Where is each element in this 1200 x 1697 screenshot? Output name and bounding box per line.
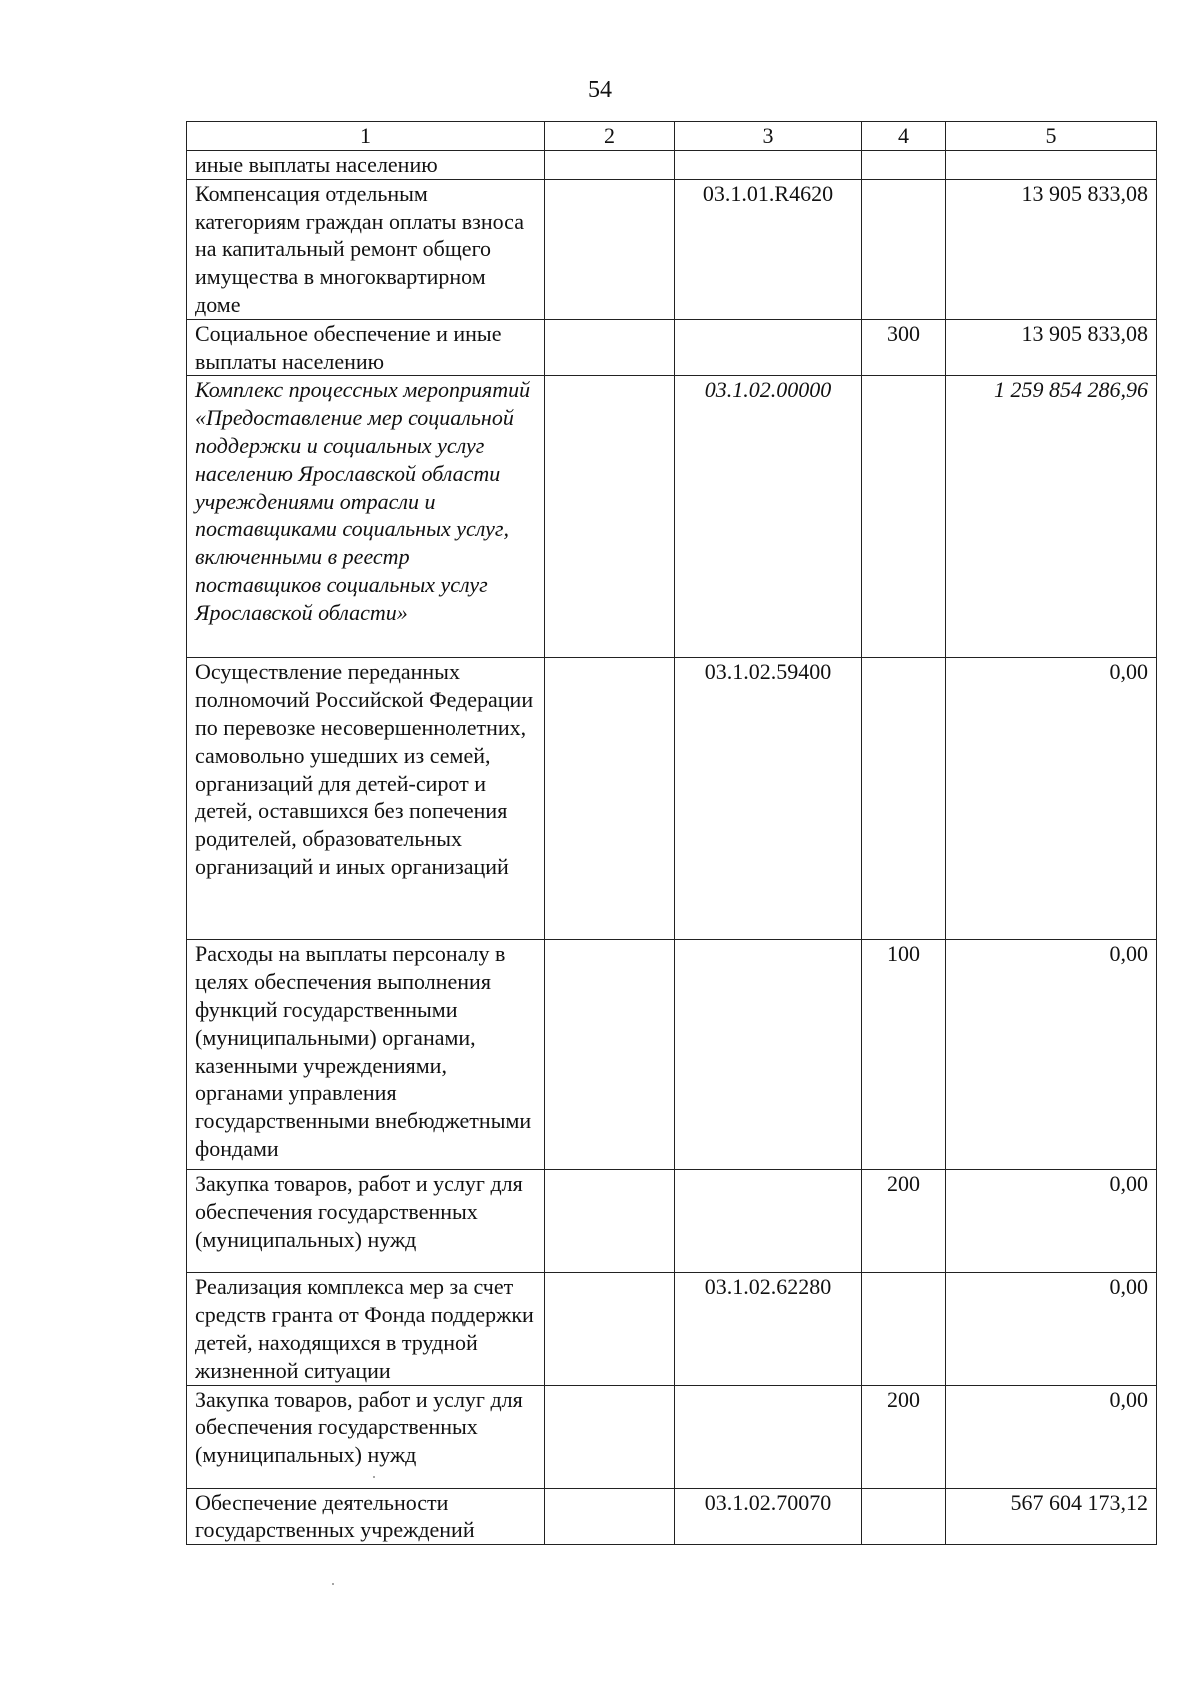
row-code-cell xyxy=(675,940,862,1170)
row-type-cell xyxy=(862,151,946,180)
row-type-cell: 200 xyxy=(862,1385,946,1488)
row-col2-cell xyxy=(545,1170,675,1273)
row-name-cell: Компенсация отдельным категориям граждан оплаты взноса на капитальный ремонт общего имущества в многоквартирном доме xyxy=(187,179,545,319)
table-row xyxy=(187,319,1157,376)
row-type-cell xyxy=(862,376,946,658)
column-header-2: 2 xyxy=(545,122,675,151)
row-type-cell xyxy=(862,1273,946,1385)
budget-table xyxy=(186,121,1157,1545)
row-type-cell xyxy=(862,658,946,940)
table-row xyxy=(187,376,1157,658)
row-name-cell: иные выплаты населению xyxy=(187,151,545,180)
table-row xyxy=(187,179,1157,319)
row-code-cell: 03.1.01.R4620 xyxy=(675,179,862,319)
row-name-cell: Закупка товаров, работ и услуг для обеспечения государственных (муниципальных) нужд xyxy=(187,1170,545,1273)
row-col2-cell xyxy=(545,658,675,940)
row-code-cell xyxy=(675,319,862,376)
row-code-cell: 03.1.02.70070 xyxy=(675,1488,862,1545)
row-col2-cell xyxy=(545,1488,675,1545)
table-row xyxy=(187,1488,1157,1545)
row-amount-cell: 13 905 833,08 xyxy=(946,319,1157,376)
row-type-cell: 200 xyxy=(862,1170,946,1273)
row-col2-cell xyxy=(545,1273,675,1385)
table-row xyxy=(187,1385,1157,1488)
row-col2-cell xyxy=(545,1385,675,1488)
row-amount-cell: 0,00 xyxy=(946,1170,1157,1273)
row-name-cell: Закупка товаров, работ и услуг для обеспечения государственных (муниципальных) нужд xyxy=(187,1385,545,1488)
row-name-cell: Реализация комплекса мер за счет средств гранта от Фонда поддержки детей, находящихся в трудной жизненной ситуации xyxy=(187,1273,545,1385)
column-header-5: 5 xyxy=(946,122,1157,151)
row-col2-cell xyxy=(545,179,675,319)
row-name-cell: Комплекс процессных мероприятий «Предоставление мер социальной поддержки и социальных услуг населению Ярославской области учреждениями отрасли и поставщиками социальных услуг, включенными в реестр поставщиков социальных услуг Ярославской области» xyxy=(187,376,545,658)
row-code-cell: 03.1.02.62280 xyxy=(675,1273,862,1385)
table-row xyxy=(187,1170,1157,1273)
row-amount-cell: 0,00 xyxy=(946,658,1157,940)
row-code-cell xyxy=(675,1170,862,1273)
row-type-cell xyxy=(862,1488,946,1545)
row-type-cell xyxy=(862,179,946,319)
page-number: 54 xyxy=(588,77,612,103)
row-type-cell: 100 xyxy=(862,940,946,1170)
scan-speck xyxy=(332,1583,334,1585)
column-header-4: 4 xyxy=(862,122,946,151)
row-code-cell: 03.1.02.00000 xyxy=(675,376,862,658)
row-code-cell xyxy=(675,1385,862,1488)
table-header-row xyxy=(187,122,1157,151)
row-code-cell xyxy=(675,151,862,180)
scan-speck xyxy=(373,1476,375,1478)
row-type-cell: 300 xyxy=(862,319,946,376)
row-col2-cell xyxy=(545,940,675,1170)
column-header-3: 3 xyxy=(675,122,862,151)
column-header-1: 1 xyxy=(187,122,545,151)
budget-table-body xyxy=(187,122,1157,1545)
row-name-cell: Обеспечение деятельности государственных учреждений xyxy=(187,1488,545,1545)
row-amount-cell: 13 905 833,08 xyxy=(946,179,1157,319)
row-name-cell: Расходы на выплаты персоналу в целях обеспечения выполнения функций государственными (муниципальными) органами, казенными учреждениями, органами управления государственными внебюджетными фондами xyxy=(187,940,545,1170)
table-row xyxy=(187,1273,1157,1385)
row-amount-cell: 1 259 854 286,96 xyxy=(946,376,1157,658)
table-row xyxy=(187,940,1157,1170)
row-code-cell: 03.1.02.59400 xyxy=(675,658,862,940)
row-name-cell: Осуществление переданных полномочий Российской Федерации по перевозке несовершеннолетних, самовольно ушедших из семей, организаций для детей-сирот и детей, оставшихся без попечения родителей, образовательных организаций и иных организаций xyxy=(187,658,545,940)
row-amount-cell xyxy=(946,151,1157,180)
table-row xyxy=(187,151,1157,180)
row-col2-cell xyxy=(545,319,675,376)
row-name-cell: Социальное обеспечение и иные выплаты населению xyxy=(187,319,545,376)
row-col2-cell xyxy=(545,376,675,658)
row-amount-cell: 0,00 xyxy=(946,940,1157,1170)
row-col2-cell xyxy=(545,151,675,180)
row-amount-cell: 0,00 xyxy=(946,1385,1157,1488)
row-amount-cell: 0,00 xyxy=(946,1273,1157,1385)
row-amount-cell: 567 604 173,12 xyxy=(946,1488,1157,1545)
table-row xyxy=(187,658,1157,940)
